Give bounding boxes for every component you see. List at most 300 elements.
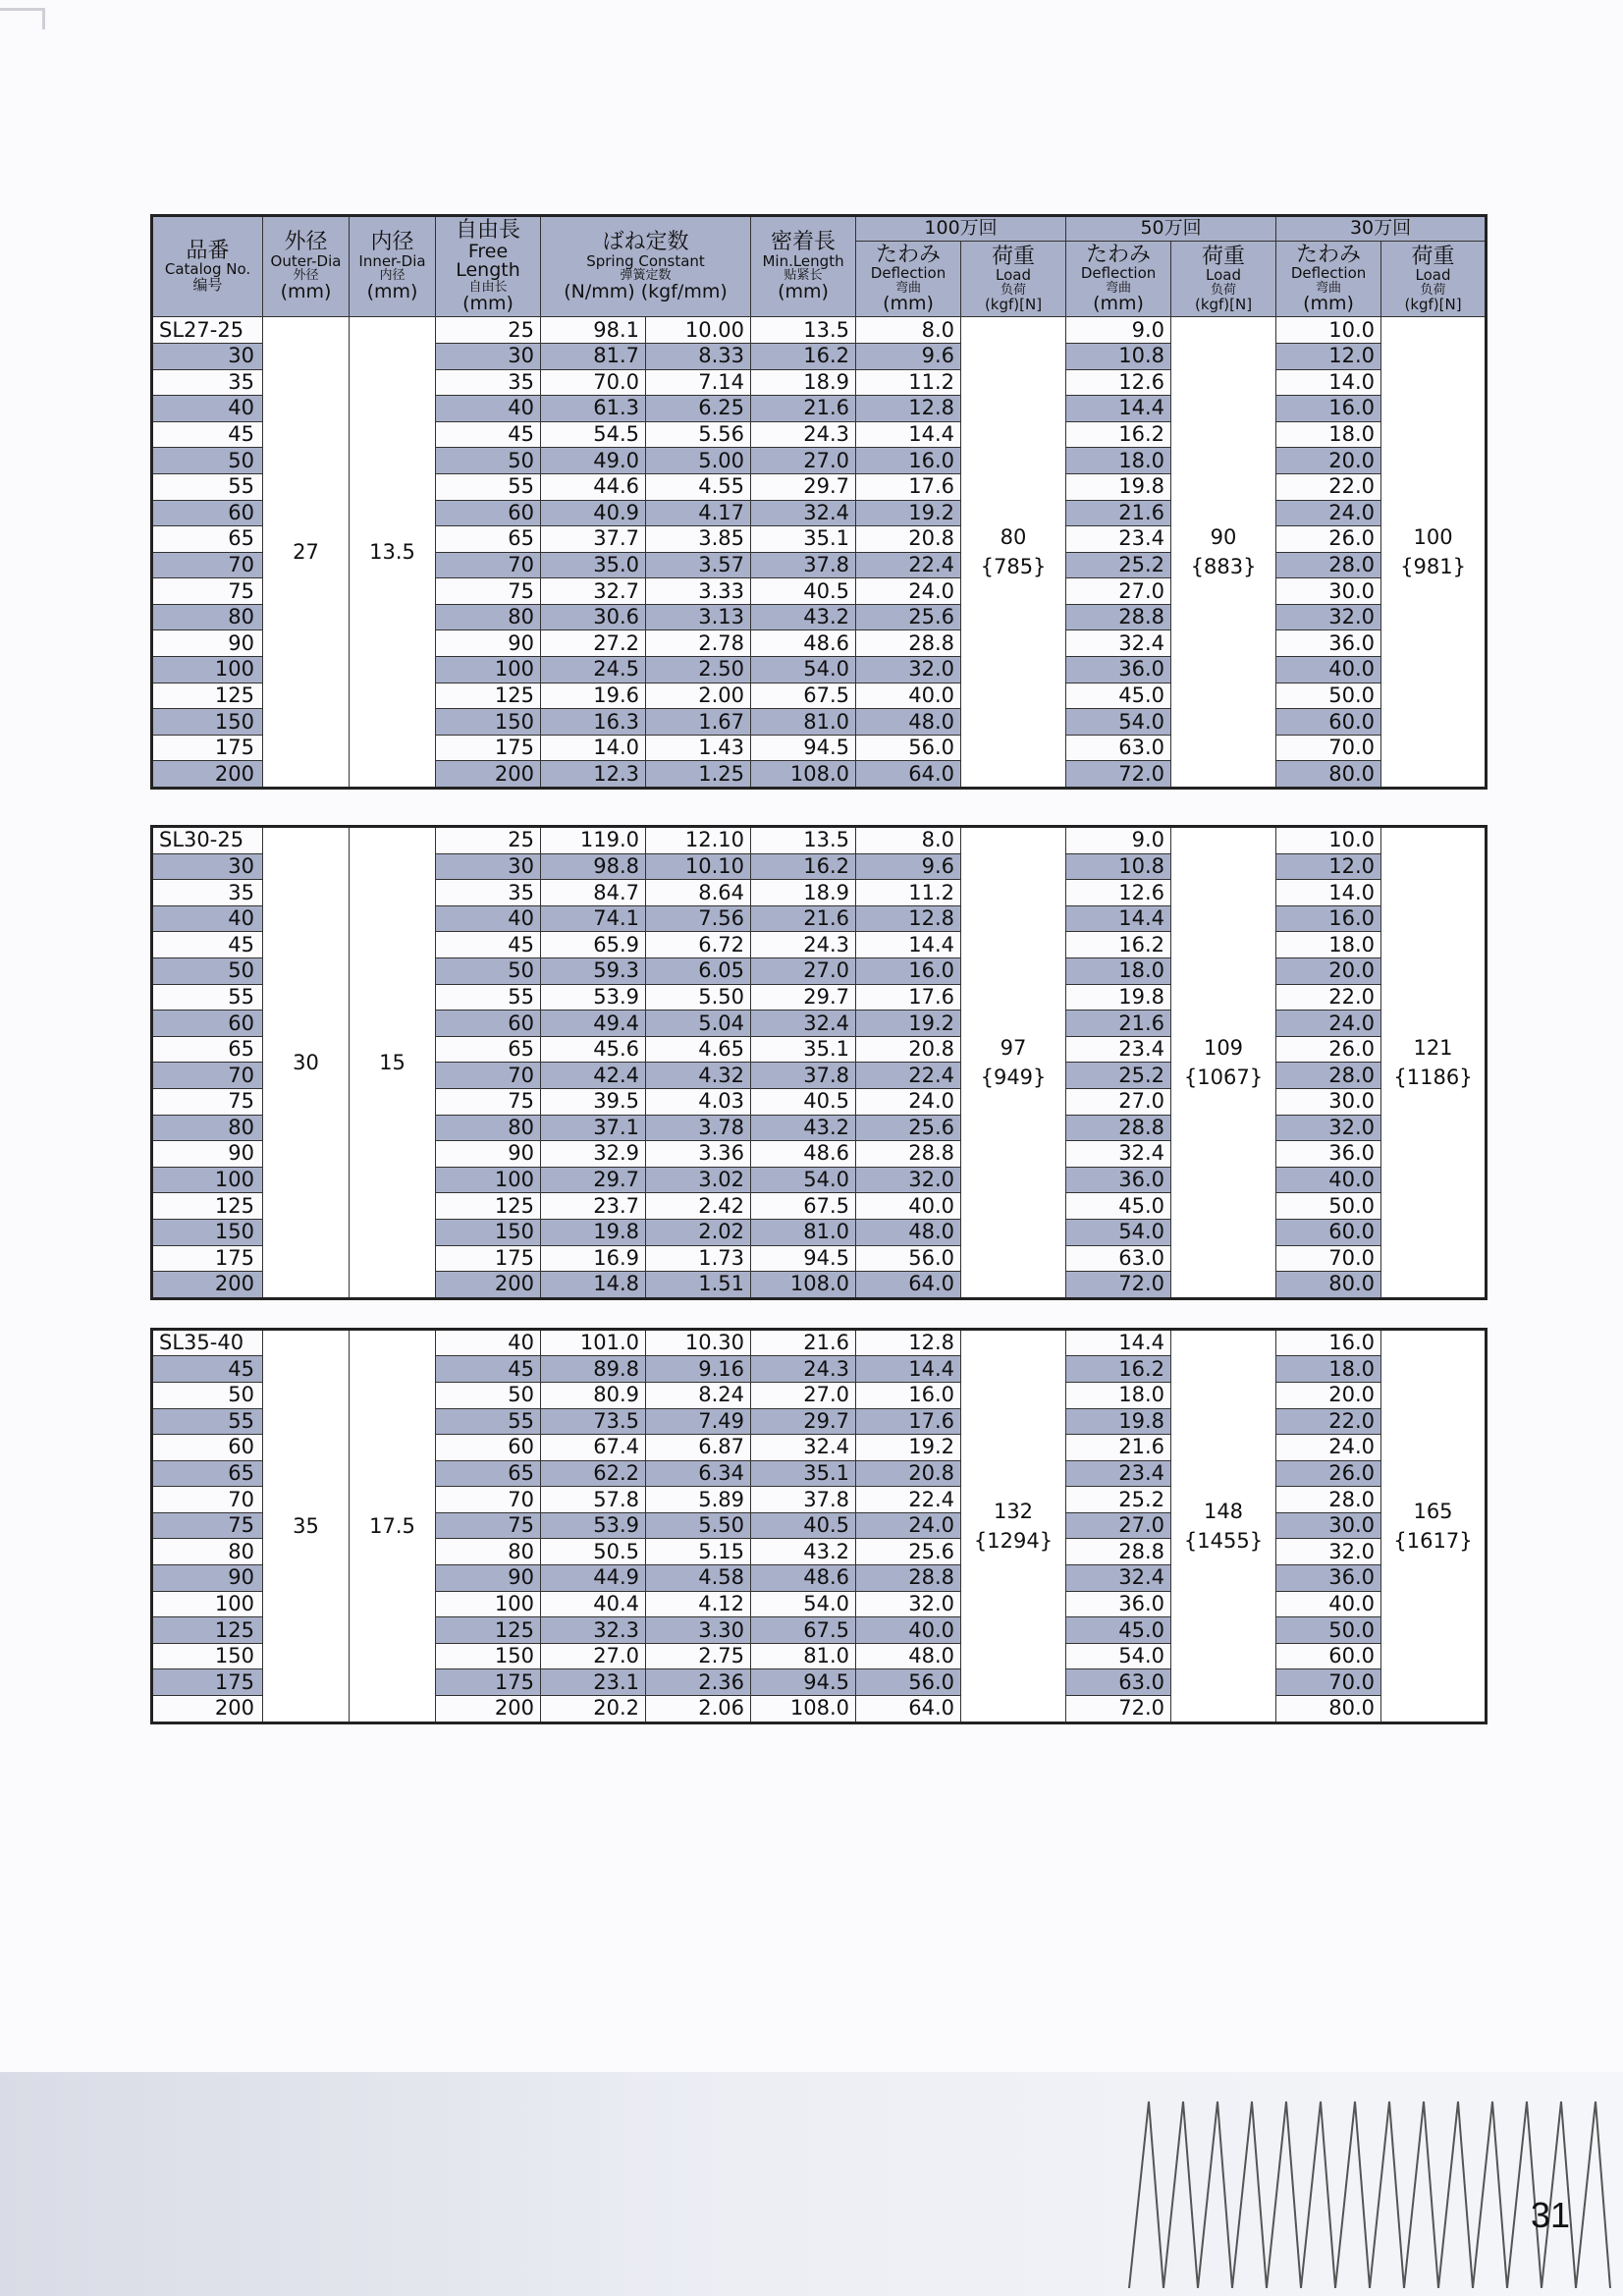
- deflection-500k-cell: 54.0: [1066, 1219, 1171, 1245]
- min-length-cell: 81.0: [751, 709, 856, 736]
- spring-constant-n-cell: 16.9: [541, 1245, 646, 1272]
- min-length-cell: 27.0: [751, 448, 856, 474]
- deflection-1m-cell: 48.0: [856, 709, 961, 736]
- deflection-300k-cell: 20.0: [1276, 1382, 1381, 1408]
- spring-constant-kgf-cell: 3.85: [646, 526, 751, 553]
- catalog-no-cell: 80: [152, 1115, 263, 1141]
- catalog-no-cell: 125: [152, 1193, 263, 1220]
- catalog-no-cell: 100: [152, 657, 263, 683]
- spring-constant-kgf-cell: 6.05: [646, 958, 751, 985]
- header-free-length: 自由長 Free Length 自由长 (mm): [436, 216, 541, 317]
- catalog-no-cell: 125: [152, 683, 263, 709]
- deflection-500k-cell: 23.4: [1066, 526, 1171, 553]
- free-length-cell: 150: [436, 1219, 541, 1245]
- deflection-500k-cell: 54.0: [1066, 1643, 1171, 1669]
- free-length-cell: 25: [436, 317, 541, 344]
- spring-constant-kgf-cell: 5.56: [646, 421, 751, 448]
- min-length-cell: 27.0: [751, 1382, 856, 1408]
- spring-constant-n-cell: 44.6: [541, 473, 646, 500]
- load-n: {785}: [980, 555, 1047, 579]
- catalog-no-cell: 90: [152, 1141, 263, 1168]
- min-length-cell: 48.6: [751, 1565, 856, 1592]
- min-length-cell: 16.2: [751, 343, 856, 369]
- spring-constant-kgf-cell: 2.02: [646, 1219, 751, 1245]
- table-row: [152, 827, 1487, 854]
- free-length-cell: 30: [436, 343, 541, 369]
- deflection-1m-cell: 24.0: [856, 1088, 961, 1115]
- catalog-no-cell: 150: [152, 1219, 263, 1245]
- free-length-cell: 90: [436, 1565, 541, 1592]
- free-length-cell: 50: [436, 958, 541, 985]
- deflection-300k-cell: 40.0: [1276, 657, 1381, 683]
- spring-constant-kgf-cell: 5.89: [646, 1487, 751, 1513]
- spring-constant-kgf-cell: 1.25: [646, 761, 751, 789]
- spring-constant-kgf-cell: 4.65: [646, 1036, 751, 1063]
- load-n: {949}: [980, 1065, 1047, 1089]
- catalog-no-cell: SL27-25: [152, 317, 263, 344]
- spring-constant-kgf-cell: 4.03: [646, 1088, 751, 1115]
- free-length-cell: 125: [436, 1193, 541, 1220]
- deflection-1m-cell: 16.0: [856, 448, 961, 474]
- deflection-500k-cell: 18.0: [1066, 448, 1171, 474]
- spring-constant-kgf-cell: 5.50: [646, 1512, 751, 1539]
- deflection-300k-cell: 16.0: [1276, 396, 1381, 422]
- deflection-1m-cell: 25.6: [856, 604, 961, 630]
- outer-dia-cell: 30: [263, 827, 350, 1299]
- spring-constant-kgf-cell: 1.51: [646, 1272, 751, 1299]
- spring-constant-n-cell: 80.9: [541, 1382, 646, 1408]
- deflection-1m-cell: 20.8: [856, 1036, 961, 1063]
- min-length-cell: 94.5: [751, 1245, 856, 1272]
- catalog-no-cell: 65: [152, 1036, 263, 1063]
- header-deflection: たわみ Deflection 弯曲 (mm): [1276, 241, 1381, 316]
- spring-constant-n-cell: 27.0: [541, 1643, 646, 1669]
- deflection-500k-cell: 72.0: [1066, 1696, 1171, 1723]
- min-length-cell: 48.6: [751, 1141, 856, 1168]
- free-length-cell: 125: [436, 1617, 541, 1644]
- deflection-500k-cell: 14.4: [1066, 396, 1171, 422]
- spring-constant-n-cell: 49.4: [541, 1011, 646, 1037]
- load-500k-cell: [1171, 827, 1276, 1299]
- deflection-1m-cell: 64.0: [856, 1272, 961, 1299]
- deflection-300k-cell: 24.0: [1276, 1435, 1381, 1461]
- free-length-cell: 200: [436, 1696, 541, 1723]
- min-length-cell: 54.0: [751, 1591, 856, 1617]
- deflection-500k-cell: 16.2: [1066, 1356, 1171, 1383]
- catalog-no-cell: 200: [152, 1696, 263, 1723]
- spring-constant-kgf-cell: 3.02: [646, 1167, 751, 1193]
- free-length-cell: 70: [436, 1487, 541, 1513]
- min-length-cell: 54.0: [751, 657, 856, 683]
- catalog-no-cell: 175: [152, 735, 263, 761]
- spring-constant-kgf-cell: 10.10: [646, 853, 751, 880]
- deflection-300k-cell: 16.0: [1276, 905, 1381, 932]
- spring-constant-kgf-cell: 1.43: [646, 735, 751, 761]
- deflection-1m-cell: 40.0: [856, 1617, 961, 1644]
- deflection-500k-cell: 32.4: [1066, 1141, 1171, 1168]
- deflection-1m-cell: 22.4: [856, 1063, 961, 1089]
- deflection-1m-cell: 56.0: [856, 1245, 961, 1272]
- deflection-500k-cell: 28.8: [1066, 1539, 1171, 1565]
- deflection-1m-cell: 22.4: [856, 552, 961, 578]
- deflection-300k-cell: 32.0: [1276, 604, 1381, 630]
- catalog-no-cell: 45: [152, 1356, 263, 1383]
- inner-dia-cell: 13.5: [350, 317, 436, 789]
- catalog-no-cell: 150: [152, 709, 263, 736]
- spring-constant-n-cell: 32.7: [541, 578, 646, 605]
- deflection-1m-cell: 17.6: [856, 984, 961, 1011]
- corner-mark: [0, 8, 45, 29]
- deflection-1m-cell: 12.8: [856, 905, 961, 932]
- deflection-500k-cell: 32.4: [1066, 1565, 1171, 1592]
- min-length-cell: 18.9: [751, 880, 856, 906]
- spring-constant-kgf-cell: 3.36: [646, 1141, 751, 1168]
- load-1m-cell: [961, 1329, 1066, 1722]
- catalog-no-cell: 50: [152, 958, 263, 985]
- free-length-cell: 80: [436, 1115, 541, 1141]
- deflection-300k-cell: 30.0: [1276, 1088, 1381, 1115]
- spring-constant-n-cell: 40.4: [541, 1591, 646, 1617]
- spring-constant-n-cell: 30.6: [541, 604, 646, 630]
- deflection-1m-cell: 14.4: [856, 932, 961, 958]
- deflection-500k-cell: 28.8: [1066, 1115, 1171, 1141]
- deflection-500k-cell: 19.8: [1066, 1408, 1171, 1435]
- deflection-500k-cell: 25.2: [1066, 1063, 1171, 1089]
- deflection-1m-cell: 24.0: [856, 578, 961, 605]
- free-length-cell: 45: [436, 1356, 541, 1383]
- spring-constant-n-cell: 67.4: [541, 1435, 646, 1461]
- deflection-1m-cell: 24.0: [856, 1512, 961, 1539]
- catalog-no-cell: 200: [152, 1272, 263, 1299]
- catalog-no-cell: SL35-40: [152, 1329, 263, 1356]
- min-length-cell: 29.7: [751, 984, 856, 1011]
- deflection-500k-cell: 9.0: [1066, 827, 1171, 854]
- deflection-500k-cell: 9.0: [1066, 317, 1171, 344]
- deflection-300k-cell: 80.0: [1276, 1696, 1381, 1723]
- deflection-500k-cell: 10.8: [1066, 343, 1171, 369]
- deflection-500k-cell: 45.0: [1066, 1617, 1171, 1644]
- spring-constant-n-cell: 23.1: [541, 1669, 646, 1696]
- min-length-cell: 81.0: [751, 1219, 856, 1245]
- free-length-cell: 150: [436, 709, 541, 736]
- min-length-cell: 37.8: [751, 1487, 856, 1513]
- spring-constant-n-cell: 57.8: [541, 1487, 646, 1513]
- spring-constant-kgf-cell: 10.00: [646, 317, 751, 344]
- spring-constant-kgf-cell: 1.73: [646, 1245, 751, 1272]
- spring-constant-kgf-cell: 3.78: [646, 1115, 751, 1141]
- spring-constant-n-cell: 19.8: [541, 1219, 646, 1245]
- catalog-no-cell: 35: [152, 369, 263, 396]
- spring-constant-kgf-cell: 3.30: [646, 1617, 751, 1644]
- spring-constant-kgf-cell: 6.25: [646, 396, 751, 422]
- spring-constant-kgf-cell: 8.33: [646, 343, 751, 369]
- deflection-1m-cell: 9.6: [856, 853, 961, 880]
- deflection-1m-cell: 11.2: [856, 369, 961, 396]
- load-300k-cell: [1381, 1329, 1487, 1722]
- deflection-300k-cell: 60.0: [1276, 1219, 1381, 1245]
- deflection-1m-cell: 48.0: [856, 1219, 961, 1245]
- header-catalog: 品番 Catalog No. 编号: [152, 216, 263, 317]
- deflection-1m-cell: 19.2: [856, 500, 961, 526]
- header-group-500k: 50万回: [1066, 216, 1276, 242]
- deflection-300k-cell: 18.0: [1276, 421, 1381, 448]
- deflection-1m-cell: 56.0: [856, 735, 961, 761]
- free-length-cell: 175: [436, 735, 541, 761]
- deflection-300k-cell: 50.0: [1276, 1617, 1381, 1644]
- spring-constant-kgf-cell: 3.57: [646, 552, 751, 578]
- spring-constant-kgf-cell: 5.50: [646, 984, 751, 1011]
- spring-constant-n-cell: 59.3: [541, 958, 646, 985]
- deflection-1m-cell: 8.0: [856, 827, 961, 854]
- load-kgf: 97: [1000, 1035, 1027, 1060]
- min-length-cell: 40.5: [751, 578, 856, 605]
- deflection-500k-cell: 27.0: [1066, 1512, 1171, 1539]
- deflection-300k-cell: 22.0: [1276, 473, 1381, 500]
- spring-constant-n-cell: 24.5: [541, 657, 646, 683]
- deflection-300k-cell: 70.0: [1276, 735, 1381, 761]
- spring-constant-n-cell: 12.3: [541, 761, 646, 789]
- deflection-1m-cell: 40.0: [856, 1193, 961, 1220]
- deflection-500k-cell: 18.0: [1066, 1382, 1171, 1408]
- deflection-1m-cell: 22.4: [856, 1487, 961, 1513]
- spring-coil-graphic: [1119, 2092, 1623, 2288]
- spring-constant-kgf-cell: 2.06: [646, 1696, 751, 1723]
- spring-constant-kgf-cell: 8.24: [646, 1382, 751, 1408]
- spring-constant-n-cell: 62.2: [541, 1460, 646, 1487]
- outer-dia-cell: 27: [263, 317, 350, 789]
- deflection-1m-cell: 25.6: [856, 1539, 961, 1565]
- min-length-cell: 43.2: [751, 604, 856, 630]
- free-length-cell: 70: [436, 1063, 541, 1089]
- free-length-cell: 60: [436, 1435, 541, 1461]
- spring-constant-kgf-cell: 6.87: [646, 1435, 751, 1461]
- catalog-no-cell: 150: [152, 1643, 263, 1669]
- deflection-500k-cell: 18.0: [1066, 958, 1171, 985]
- spring-constant-n-cell: 119.0: [541, 827, 646, 854]
- header-group-1m: 100万回: [856, 216, 1066, 242]
- free-length-cell: 75: [436, 578, 541, 605]
- deflection-500k-cell: 25.2: [1066, 552, 1171, 578]
- free-length-cell: 45: [436, 421, 541, 448]
- deflection-1m-cell: 12.8: [856, 396, 961, 422]
- deflection-1m-cell: 16.0: [856, 1382, 961, 1408]
- deflection-300k-cell: 26.0: [1276, 1036, 1381, 1063]
- deflection-500k-cell: 36.0: [1066, 1167, 1171, 1193]
- deflection-1m-cell: 48.0: [856, 1643, 961, 1669]
- free-length-cell: 65: [436, 1460, 541, 1487]
- min-length-cell: 67.5: [751, 683, 856, 709]
- spring-constant-n-cell: 98.1: [541, 317, 646, 344]
- deflection-300k-cell: 40.0: [1276, 1167, 1381, 1193]
- catalog-no-cell: 75: [152, 578, 263, 605]
- deflection-500k-cell: 16.2: [1066, 932, 1171, 958]
- deflection-300k-cell: 80.0: [1276, 761, 1381, 789]
- deflection-1m-cell: 19.2: [856, 1011, 961, 1037]
- outer-dia-cell: 35: [263, 1329, 350, 1722]
- deflection-500k-cell: 36.0: [1066, 657, 1171, 683]
- deflection-300k-cell: 10.0: [1276, 827, 1381, 854]
- deflection-500k-cell: 23.4: [1066, 1460, 1171, 1487]
- spring-constant-n-cell: 81.7: [541, 343, 646, 369]
- deflection-1m-cell: 28.8: [856, 1565, 961, 1592]
- min-length-cell: 94.5: [751, 735, 856, 761]
- spring-constant-kgf-cell: 4.55: [646, 473, 751, 500]
- deflection-500k-cell: 12.6: [1066, 369, 1171, 396]
- header-spring-constant: ばね定数 Spring Constant 弹簧定数 (N/mm) (kgf/mm): [541, 216, 751, 317]
- spring-constant-kgf-cell: 10.30: [646, 1329, 751, 1356]
- free-length-cell: 30: [436, 853, 541, 880]
- spring-constant-n-cell: 39.5: [541, 1088, 646, 1115]
- catalog-no-cell: 65: [152, 1460, 263, 1487]
- free-length-cell: 65: [436, 1036, 541, 1063]
- spring-constant-kgf-cell: 8.64: [646, 880, 751, 906]
- spring-constant-kgf-cell: 3.13: [646, 604, 751, 630]
- spring-constant-n-cell: 70.0: [541, 369, 646, 396]
- spring-constant-n-cell: 42.4: [541, 1063, 646, 1089]
- spring-constant-kgf-cell: 5.04: [646, 1011, 751, 1037]
- deflection-1m-cell: 12.8: [856, 1329, 961, 1356]
- deflection-1m-cell: 56.0: [856, 1669, 961, 1696]
- catalog-no-cell: 200: [152, 761, 263, 789]
- load-n: {1186}: [1393, 1065, 1473, 1089]
- min-length-cell: 21.6: [751, 905, 856, 932]
- free-length-cell: 150: [436, 1643, 541, 1669]
- min-length-cell: 32.4: [751, 1435, 856, 1461]
- min-length-cell: 94.5: [751, 1669, 856, 1696]
- catalog-no-cell: 125: [152, 1617, 263, 1644]
- deflection-500k-cell: 10.8: [1066, 853, 1171, 880]
- min-length-cell: 32.4: [751, 1011, 856, 1037]
- spring-constant-kgf-cell: 2.50: [646, 657, 751, 683]
- spring-constant-n-cell: 98.8: [541, 853, 646, 880]
- load-1m-cell: [961, 317, 1066, 789]
- min-length-cell: 24.3: [751, 1356, 856, 1383]
- deflection-500k-cell: 63.0: [1066, 1669, 1171, 1696]
- load-500k-cell: [1171, 1329, 1276, 1722]
- deflection-500k-cell: 14.4: [1066, 905, 1171, 932]
- catalog-no-cell: 30: [152, 343, 263, 369]
- free-length-cell: 65: [436, 526, 541, 553]
- deflection-300k-cell: 50.0: [1276, 1193, 1381, 1220]
- load-kgf: 80: [1000, 525, 1027, 550]
- deflection-1m-cell: 16.0: [856, 958, 961, 985]
- free-length-cell: 40: [436, 1329, 541, 1356]
- deflection-500k-cell: 72.0: [1066, 1272, 1171, 1299]
- free-length-cell: 55: [436, 984, 541, 1011]
- spring-constant-kgf-cell: 4.17: [646, 500, 751, 526]
- deflection-1m-cell: 20.8: [856, 526, 961, 553]
- spring-constant-kgf-cell: 6.34: [646, 1460, 751, 1487]
- min-length-cell: 37.8: [751, 1063, 856, 1089]
- min-length-cell: 29.7: [751, 473, 856, 500]
- load-kgf: 132: [993, 1499, 1034, 1523]
- min-length-cell: 21.6: [751, 1329, 856, 1356]
- deflection-300k-cell: 26.0: [1276, 1460, 1381, 1487]
- free-length-cell: 25: [436, 827, 541, 854]
- free-length-cell: 60: [436, 500, 541, 526]
- deflection-500k-cell: 25.2: [1066, 1487, 1171, 1513]
- free-length-cell: 40: [436, 396, 541, 422]
- spring-constant-kgf-cell: 2.78: [646, 630, 751, 657]
- deflection-300k-cell: 28.0: [1276, 1063, 1381, 1089]
- min-length-cell: 27.0: [751, 958, 856, 985]
- spring-constant-n-cell: 23.7: [541, 1193, 646, 1220]
- catalog-no-cell: 80: [152, 604, 263, 630]
- min-length-cell: 67.5: [751, 1193, 856, 1220]
- deflection-500k-cell: 63.0: [1066, 735, 1171, 761]
- deflection-500k-cell: 45.0: [1066, 1193, 1171, 1220]
- deflection-1m-cell: 32.0: [856, 1167, 961, 1193]
- spring-constant-kgf-cell: 7.14: [646, 369, 751, 396]
- load-kgf: 90: [1210, 525, 1237, 550]
- min-length-cell: 43.2: [751, 1539, 856, 1565]
- deflection-300k-cell: 18.0: [1276, 1356, 1381, 1383]
- free-length-cell: 50: [436, 448, 541, 474]
- spring-constant-kgf-cell: 7.56: [646, 905, 751, 932]
- deflection-300k-cell: 24.0: [1276, 1011, 1381, 1037]
- deflection-300k-cell: 36.0: [1276, 630, 1381, 657]
- load-kgf: 165: [1413, 1499, 1453, 1523]
- catalog-no-cell: 40: [152, 396, 263, 422]
- deflection-500k-cell: 27.0: [1066, 1088, 1171, 1115]
- header-group-300k: 30万回: [1276, 216, 1487, 242]
- load-kgf: 100: [1413, 525, 1453, 550]
- deflection-300k-cell: 22.0: [1276, 984, 1381, 1011]
- min-length-cell: 32.4: [751, 500, 856, 526]
- catalog-no-cell: 100: [152, 1591, 263, 1617]
- spring-constant-kgf-cell: 5.15: [646, 1539, 751, 1565]
- catalog-no-cell: 60: [152, 500, 263, 526]
- free-length-cell: 175: [436, 1669, 541, 1696]
- spring-constant-kgf-cell: 3.33: [646, 578, 751, 605]
- free-length-cell: 80: [436, 604, 541, 630]
- free-length-cell: 75: [436, 1088, 541, 1115]
- spring-constant-n-cell: 49.0: [541, 448, 646, 474]
- min-length-cell: 54.0: [751, 1167, 856, 1193]
- table-row: [152, 317, 1487, 344]
- deflection-1m-cell: 32.0: [856, 657, 961, 683]
- deflection-1m-cell: 20.8: [856, 1460, 961, 1487]
- free-length-cell: 80: [436, 1539, 541, 1565]
- header-deflection: たわみ Deflection 弯曲 (mm): [856, 241, 961, 316]
- deflection-300k-cell: 30.0: [1276, 578, 1381, 605]
- free-length-cell: 60: [436, 1011, 541, 1037]
- catalog-no-cell: 75: [152, 1512, 263, 1539]
- deflection-1m-cell: 14.4: [856, 1356, 961, 1383]
- min-length-cell: 21.6: [751, 396, 856, 422]
- min-length-cell: 48.6: [751, 630, 856, 657]
- deflection-1m-cell: 64.0: [856, 1696, 961, 1723]
- free-length-cell: 55: [436, 1408, 541, 1435]
- spring-constant-n-cell: 61.3: [541, 396, 646, 422]
- catalog-no-cell: 45: [152, 932, 263, 958]
- spring-constant-n-cell: 16.3: [541, 709, 646, 736]
- free-length-cell: 200: [436, 761, 541, 789]
- load-n: {1455}: [1183, 1528, 1264, 1553]
- deflection-300k-cell: 20.0: [1276, 448, 1381, 474]
- spring-constant-n-cell: 44.9: [541, 1565, 646, 1592]
- spring-constant-n-cell: 32.3: [541, 1617, 646, 1644]
- spring-constant-kgf-cell: 2.42: [646, 1193, 751, 1220]
- deflection-300k-cell: 12.0: [1276, 853, 1381, 880]
- min-length-cell: 108.0: [751, 1696, 856, 1723]
- load-1m-cell: [961, 827, 1066, 1299]
- deflection-300k-cell: 20.0: [1276, 958, 1381, 985]
- min-length-cell: 24.3: [751, 932, 856, 958]
- free-length-cell: 125: [436, 683, 541, 709]
- deflection-300k-cell: 28.0: [1276, 1487, 1381, 1513]
- load-300k-cell: [1381, 827, 1487, 1299]
